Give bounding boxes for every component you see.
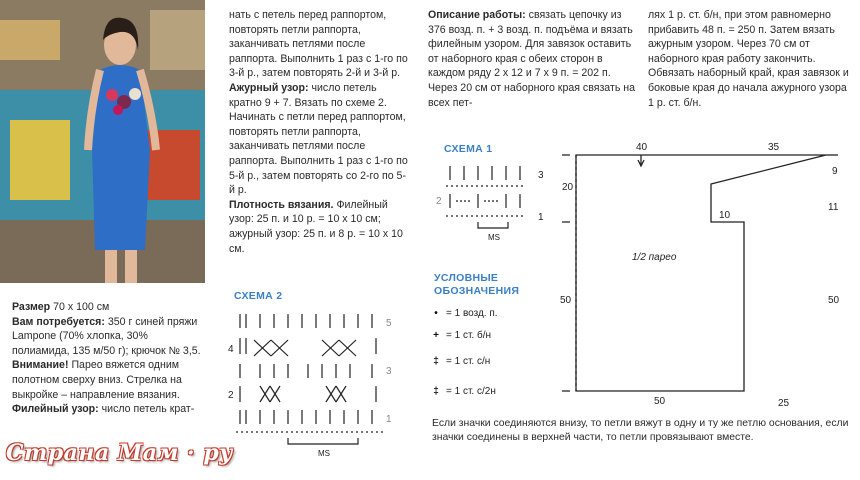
- pattern-dim-top-left: 40: [636, 142, 648, 153]
- scheme2-row-label-2: 2: [228, 390, 234, 401]
- legend-item: [426, 346, 576, 376]
- footer-note: Если значки соединяются внизу, то петли вяжут в одну и ту же петлю основания, если значки соединены в верхней части, то петли провязывают вместе.: [432, 418, 849, 443]
- scheme2-row-label-4: 4: [228, 344, 234, 355]
- scheme1-row-label-2: 2: [436, 196, 442, 207]
- double-crochet-icon: ‡: [433, 355, 439, 367]
- column-4-text: [648, 8, 853, 110]
- legend-title-line-2: ОБОЗНАЧЕНИЯ: [434, 285, 520, 297]
- pattern-dim-right-a: 9: [832, 166, 838, 177]
- scheme-2-title: СХЕМА 2: [234, 290, 283, 302]
- density-label: Плотность вязания.: [229, 198, 334, 211]
- pattern-outline: [576, 155, 826, 391]
- pattern-dim-left-bottom: 50: [560, 295, 572, 306]
- legend-item: [426, 376, 576, 406]
- scheme2-row-label-5: 5: [386, 318, 392, 329]
- model-photo: [0, 0, 205, 283]
- scheme1-ms-label: MS: [488, 233, 500, 242]
- pattern-dim-bottom: 50: [654, 396, 666, 407]
- column-2-text: [229, 8, 409, 256]
- col2-paragraph: нать с петель перед раппортом, повторять петли раппорта, заканчивать петлями после раппорта. Выполнить 1 раз с 1-го по 3-й р., затем повторять 2-й и 3-й р.: [229, 9, 408, 80]
- single-crochet-icon: +: [433, 329, 439, 341]
- scheme-1-title: СХЕМА 1: [444, 143, 493, 155]
- chain-stitch-icon: •: [434, 307, 438, 319]
- pattern-dim-inner-width: 10: [719, 210, 731, 221]
- pattern-dim-right-c: 50: [828, 295, 840, 306]
- legend-title-line-1: УСЛОВНЫЕ: [434, 272, 499, 284]
- scheme-2-diagram: [226, 306, 410, 466]
- need-label: Вам потребуется:: [12, 315, 105, 328]
- legend-item: [426, 324, 576, 346]
- fillet-label: Филейный узор:: [12, 403, 99, 416]
- legend-item-text: = 1 возд. п.: [446, 307, 498, 319]
- scheme1-row-label-3: 3: [538, 170, 544, 181]
- legend-item: [426, 302, 576, 324]
- size-label: Размер: [12, 301, 51, 313]
- col4-paragraph: лях 1 р. ст. б/н, при этом равномерно прибавить 48 п. = 250 п. Затем вязать ажурным узором. Через 70 см от наборного края работу закончить. Обвязать наборный край, края завязок и боковые края до начала ажурного узора 1 р. ст. б/н.: [648, 9, 849, 109]
- work-label: Описание работы:: [428, 9, 526, 21]
- density-text: Филейный узор: 25 п. и 10 р. = 10 х 10 см; ажурный узор: 25 п. и 8 р. = 10 х 10 см.: [229, 198, 403, 255]
- pattern-label: 1/2 парео: [632, 252, 677, 263]
- legend-item-text: = 1 ст. б/н: [446, 329, 492, 341]
- fillet-text: число петель крат-: [101, 403, 195, 416]
- scheme1-row-label-1: 1: [538, 212, 544, 223]
- legend-item-text: = 1 ст. с/2н: [446, 385, 496, 397]
- scheme2-row-5: [240, 314, 372, 328]
- openwork-label: Ажурный узор:: [229, 81, 309, 94]
- scheme2-row-label-1: 1: [386, 414, 392, 425]
- treble-crochet-icon: ‡: [433, 385, 439, 397]
- photo-illustration: [0, 0, 205, 283]
- pattern-dim-top-right: 35: [768, 142, 780, 153]
- legend-item-text: = 1 ст. с/н: [446, 355, 491, 367]
- column-1-text: [12, 300, 208, 417]
- pattern-dim-left-top: 20: [562, 182, 574, 193]
- openwork-text: число петель кратно 9 + 7. Вязать по схеме 2. Начинать с петли перед раппортом, повторять петли раппорта, заканчивать петлями после раппорта. Выполнить 1 раз с 1-го по 5-й р., затем повторять со 2-го по 5-й р.: [229, 81, 408, 197]
- legend-list: [426, 302, 576, 406]
- site-watermark: Страна Мам · ру: [6, 440, 233, 466]
- scheme-1-diagram: [430, 158, 560, 248]
- pattern-dim-right-b: 11: [828, 202, 839, 213]
- pattern-dim-bottom-right: 25: [778, 398, 790, 409]
- scheme2-row-label-3: 3: [386, 366, 392, 377]
- attention-text: Парео вяжется одним полотном сверху вниз. Стрелка на выкройке – направление вязания.: [12, 359, 182, 401]
- attention-label: Внимание!: [12, 359, 69, 372]
- work-text: связать цепочку из 376 возд. п. + 3 возд. п. подъёма и вязать филейным узором. Для завязок оставить от наборного края с обеих сторон в каждом ряду 2 х 12 и 7 х 9 п. = 202 п. Через 20 см от наборного края связать на всех пет-: [428, 9, 636, 109]
- need-text: 350 г синей пряжи Lampone (70% хлопка, 30% полиамида, 135 м/50 г); крючок № 3,5.: [12, 315, 201, 357]
- scheme2-ms-label: MS: [318, 449, 330, 458]
- legend-title: [434, 272, 519, 298]
- size-value: 70 х 100 см: [53, 301, 110, 313]
- pattern-drawing: [556, 138, 856, 413]
- column-3-text: [428, 8, 638, 110]
